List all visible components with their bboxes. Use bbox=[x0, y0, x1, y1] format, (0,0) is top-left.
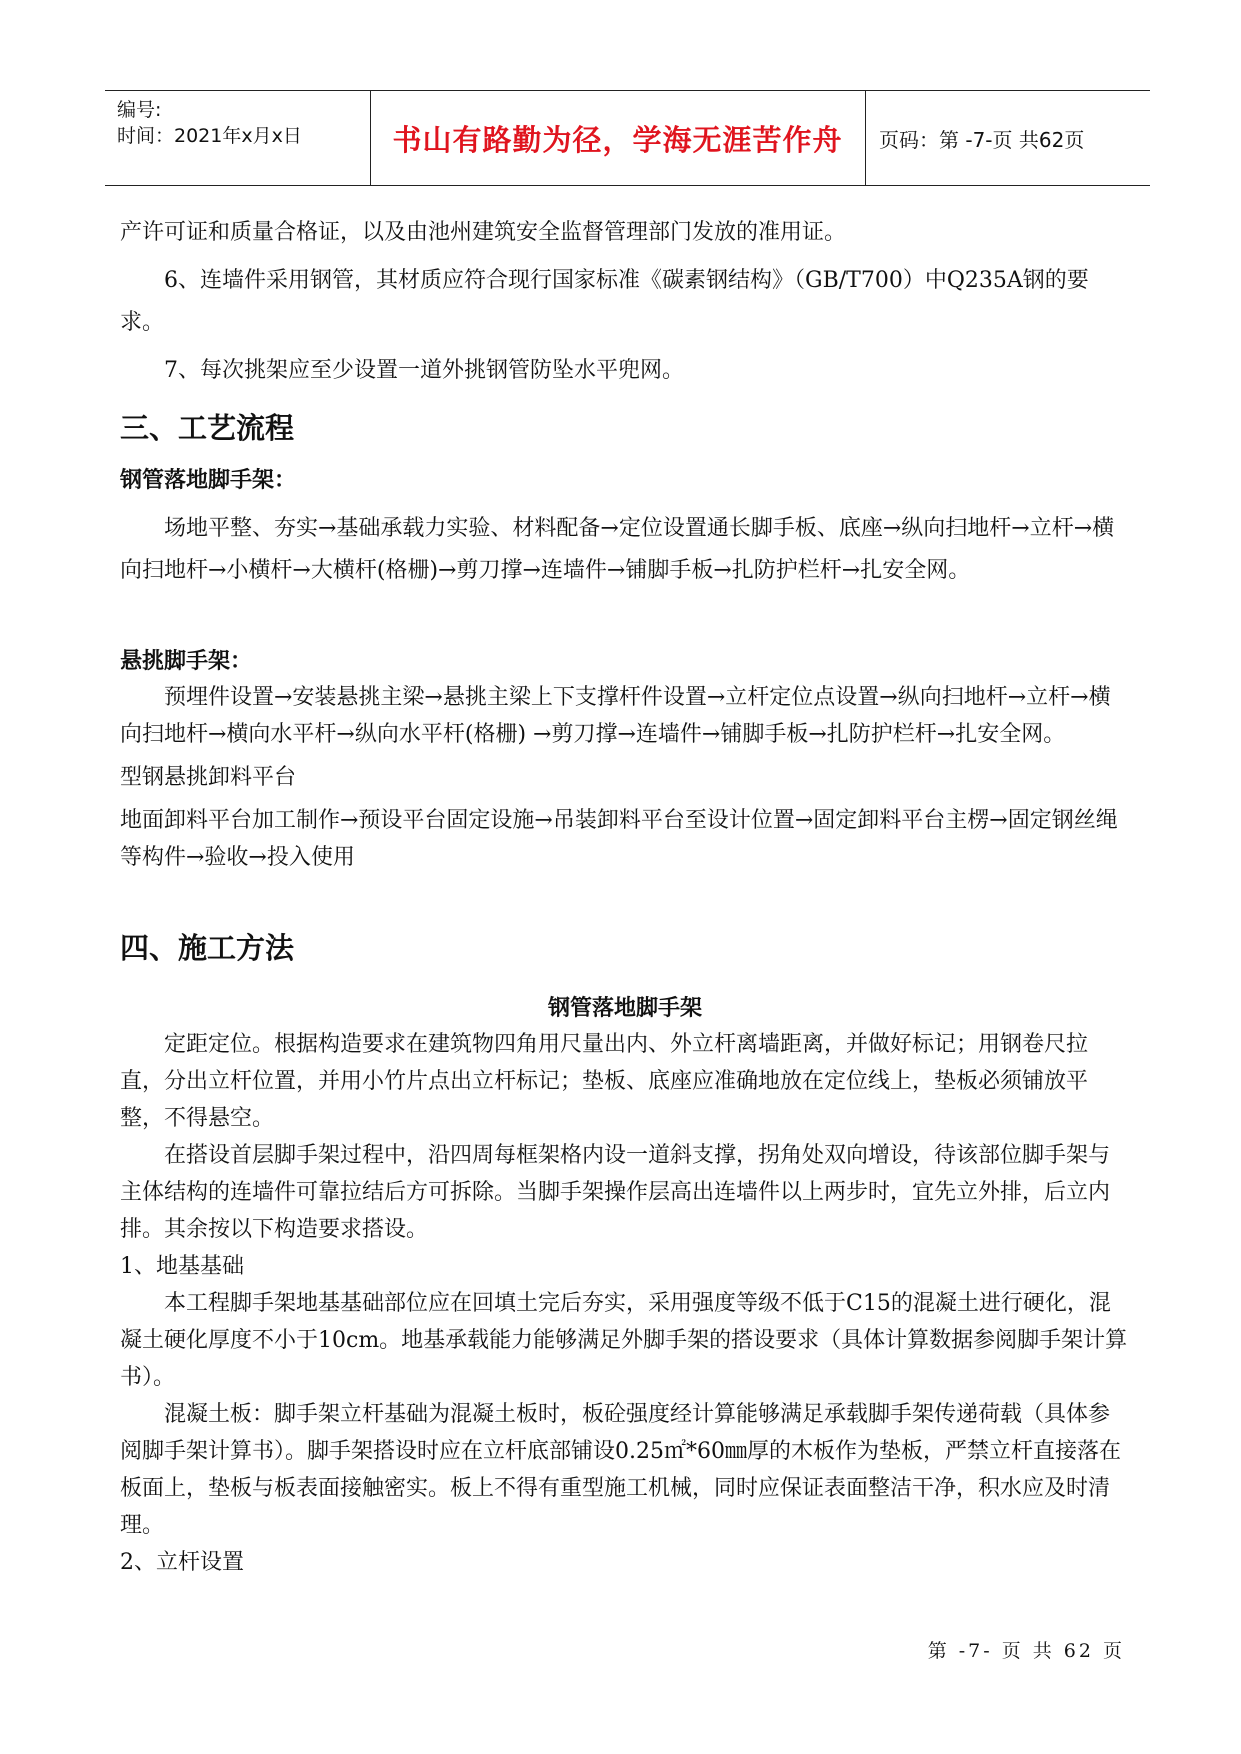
section-heading: 四、施工方法 bbox=[120, 931, 295, 965]
subsection-title: 钢管落地脚手架： bbox=[120, 468, 297, 493]
motto-text: 书山有路勤为径，学海无涯苦作舟 bbox=[392, 122, 843, 157]
subsection-title: 悬挑脚手架： bbox=[120, 649, 253, 674]
section-heading: 三、工艺流程 bbox=[120, 411, 295, 445]
paragraph: 混凝土板：脚手架立杆基础为混凝土板时，板砼强度经计算能够满足承载脚手架传递荷载（具体参阅脚手架计算书）。脚手架搭设时应在立杆底部铺设0.25㎡*60㎜厚的木板作为垫板，严禁立杆直接落在板面上，垫板与板表面接触密实。板上不得有重型施工机械，同时应保证表面整洁干净，积水应及时清理。 bbox=[120, 1402, 1121, 1538]
method-title: 钢管落地脚手架 bbox=[547, 996, 702, 1021]
page-header bbox=[105, 90, 1150, 186]
paragraph: 6、连墙件采用钢管，其材质应符合现行国家标准《碳素钢结构》（GB/T700）中Q235A钢的要求。 bbox=[120, 268, 1089, 335]
paragraph: 定距定位。根据构造要求在建筑物四角用尺量出内、外立杆离墙距离，并做好标记；用钢卷尺拉直，分出立杆位置，并用小竹片点出立杆标记；垫板、底座应准确地放在定位线上，垫板必须铺放平整，不得悬空。 bbox=[120, 1032, 1089, 1131]
paragraph: 本工程脚手架地基基础部位应在回填土完后夯实，采用强度等级不低于C15的混凝土进行硬化，混凝土硬化厚度不小于10cm。地基承载能力能够满足外脚手架的搭设要求（具体计算数据参阅脚手架计算书）。 bbox=[120, 1291, 1128, 1390]
paragraph: 预埋件设置→安装悬挑主梁→悬挑主梁上下支撑杆件设置→立杆定位点设置→纵向扫地杆→立杆→横向扫地杆→横向水平杆→纵向水平杆(格栅) →剪刀撑→连墙件→铺脚手板→扎防护栏杆→扎安全网。 bbox=[120, 685, 1111, 747]
date-label: 时间：2021年x月x日 bbox=[117, 125, 302, 147]
paragraph: 1、地基基础 bbox=[120, 1254, 244, 1279]
page-info: 页码：第 -7-页 共62页 bbox=[879, 127, 1085, 152]
paragraph: 型钢悬挑卸料平台 bbox=[120, 765, 297, 790]
serial-label: 编号: bbox=[117, 99, 162, 121]
header-motto-cell bbox=[370, 91, 866, 185]
paragraph: 在搭设首层脚手架过程中，沿四周每框架格内设一道斜支撑，拐角处双向增设，待该部位脚手架与主体结构的连墙件可靠拉结后方可拆除。当脚手架操作层高出连墙件以上两步时，宜先立外排，后立内排。其余按以下构造要求搭设。 bbox=[120, 1143, 1111, 1242]
paragraph: 地面卸料平台加工制作→预设平台固定设施→吊装卸料平台至设计位置→固定卸料平台主楞→固定钢丝绳等构件→验收→投入使用 bbox=[120, 808, 1118, 870]
header-right-cell bbox=[865, 91, 1150, 185]
paragraph: 7、每次挑架应至少设置一道外挑钢管防坠水平兜网。 bbox=[164, 358, 684, 383]
header-left-cell bbox=[105, 91, 371, 185]
document-body bbox=[120, 212, 1130, 1581]
paragraph: 场地平整、夯实→基础承载力实验、材料配备→定位设置通长脚手板、底座→纵向扫地杆→立杆→横向扫地杆→小横杆→大横杆(格栅)→剪刀撑→连墙件→铺脚手板→扎防护栏杆→扎安全网。 bbox=[120, 516, 1115, 583]
paragraph: 2、立杆设置 bbox=[120, 1550, 244, 1575]
page-footer: 第 -7- 页 共 62 页 bbox=[927, 1640, 1125, 1662]
paragraph: 产许可证和质量合格证，以及由池州建筑安全监督管理部门发放的准用证。 bbox=[120, 220, 847, 245]
